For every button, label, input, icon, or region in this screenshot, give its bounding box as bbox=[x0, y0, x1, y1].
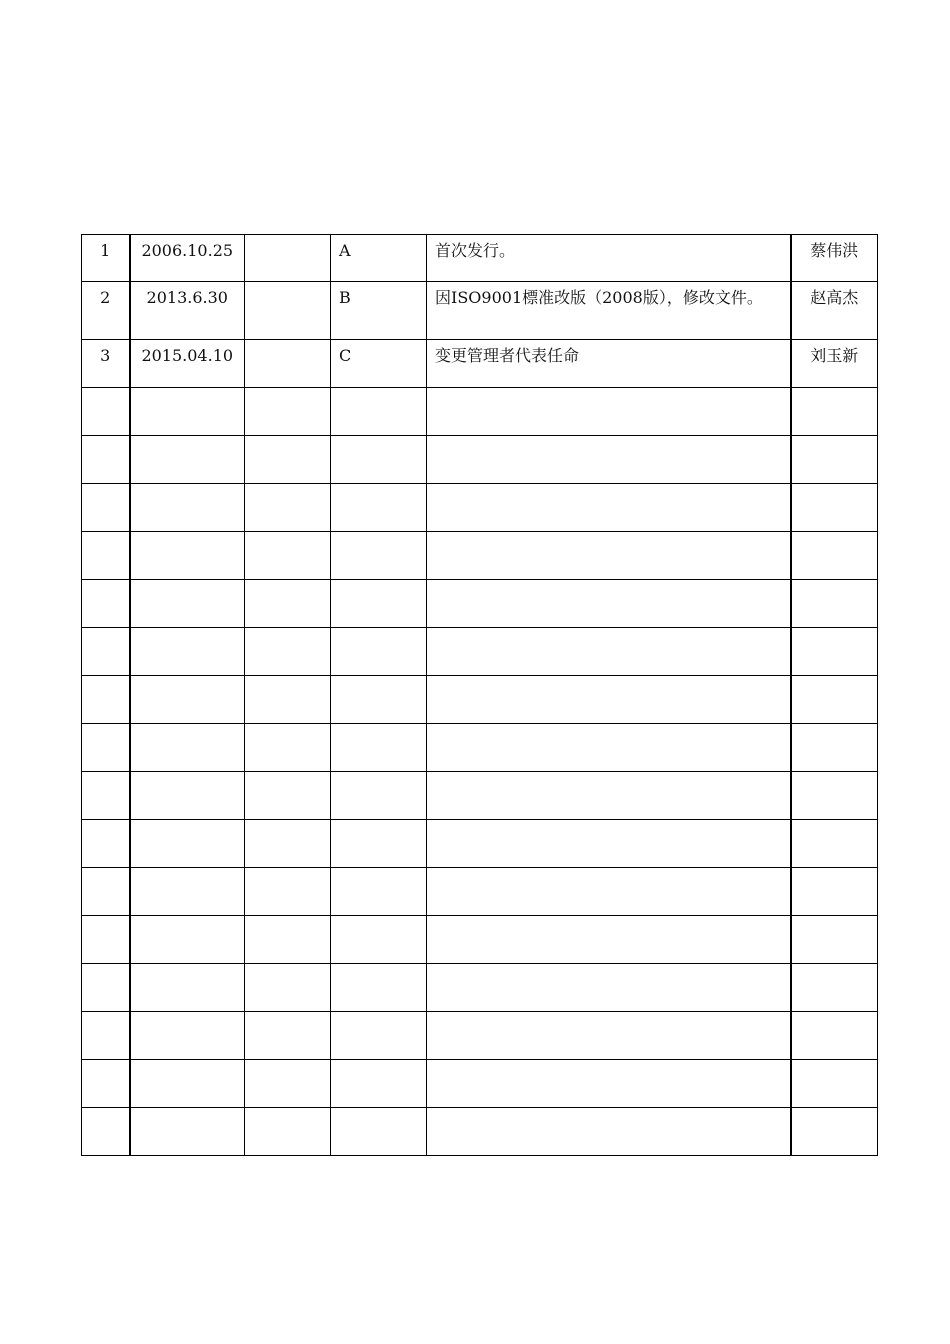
version-cell bbox=[331, 1060, 427, 1108]
version-cell-text bbox=[331, 964, 426, 966]
blank-cell bbox=[245, 916, 331, 964]
description-cell bbox=[427, 820, 791, 868]
row-number-cell bbox=[82, 628, 130, 676]
row-number-cell-text bbox=[82, 388, 129, 390]
description-cell-text: 因ISO9001標准改版（2008版），修改文件。 bbox=[435, 288, 763, 307]
description-cell-text bbox=[427, 1108, 790, 1110]
blank-cell bbox=[245, 868, 331, 916]
description-cell bbox=[427, 1108, 791, 1156]
version-cell bbox=[331, 282, 427, 340]
description-cell-text bbox=[427, 724, 790, 726]
blank-cell bbox=[245, 964, 331, 1012]
person-cell bbox=[791, 436, 878, 484]
row-number-cell-text bbox=[82, 964, 129, 966]
person-cell-text bbox=[792, 724, 878, 726]
version-cell-text bbox=[331, 676, 426, 678]
person-cell bbox=[791, 868, 878, 916]
revision-date-cell bbox=[130, 282, 245, 340]
table-row bbox=[82, 532, 878, 580]
table-row bbox=[82, 772, 878, 820]
description-cell bbox=[427, 916, 791, 964]
revision-date-cell-text bbox=[131, 1012, 245, 1014]
person-cell bbox=[791, 628, 878, 676]
version-cell-text bbox=[331, 1012, 426, 1014]
table-row bbox=[82, 436, 878, 484]
revision-date-cell-text bbox=[131, 532, 245, 534]
description-cell bbox=[427, 484, 791, 532]
blank-cell bbox=[245, 1012, 331, 1060]
description-cell-text bbox=[427, 820, 790, 822]
revision-date-cell-text bbox=[131, 964, 245, 966]
revision-date-cell-text: 2015.04.10 bbox=[141, 346, 234, 365]
revision-date-cell-text bbox=[131, 1108, 245, 1110]
description-cell-text bbox=[427, 484, 790, 486]
row-number-cell-text bbox=[82, 532, 129, 534]
revision-date-cell-text bbox=[131, 820, 245, 822]
revision-date-cell bbox=[130, 580, 245, 628]
person-cell bbox=[791, 388, 878, 436]
person-cell-text bbox=[792, 1060, 878, 1062]
person-cell bbox=[791, 1060, 878, 1108]
description-cell bbox=[427, 532, 791, 580]
blank-cell bbox=[245, 484, 331, 532]
blank-cell bbox=[245, 340, 331, 388]
description-cell bbox=[427, 436, 791, 484]
table-row bbox=[82, 676, 878, 724]
description-cell-text bbox=[427, 1012, 790, 1014]
revision-date-cell bbox=[130, 484, 245, 532]
version-cell bbox=[331, 1108, 427, 1156]
description-cell bbox=[427, 282, 791, 340]
person-cell bbox=[791, 820, 878, 868]
version-cell-text bbox=[331, 868, 426, 870]
revision-date-cell bbox=[130, 964, 245, 1012]
person-cell bbox=[791, 772, 878, 820]
revision-date-cell-text bbox=[131, 676, 245, 678]
row-number-cell-text bbox=[82, 724, 129, 726]
description-cell-text bbox=[427, 772, 790, 774]
row-number-cell bbox=[82, 340, 130, 388]
person-cell-text: 蔡伟洪 bbox=[810, 241, 859, 260]
row-number-cell bbox=[82, 1108, 130, 1156]
version-cell bbox=[331, 868, 427, 916]
description-cell-text bbox=[427, 532, 790, 534]
row-number-cell-text bbox=[82, 436, 129, 438]
row-number-cell bbox=[82, 868, 130, 916]
description-cell-text bbox=[427, 964, 790, 966]
person-cell-text bbox=[792, 1108, 878, 1110]
description-cell bbox=[427, 1060, 791, 1108]
description-cell bbox=[427, 580, 791, 628]
version-cell-text bbox=[331, 1108, 426, 1110]
person-cell bbox=[791, 1108, 878, 1156]
description-cell-text: 变更管理者代表任命 bbox=[435, 346, 580, 365]
blank-cell-text bbox=[245, 916, 330, 918]
blank-cell bbox=[245, 235, 331, 282]
description-cell bbox=[427, 340, 791, 388]
row-number-cell-text: 3 bbox=[100, 346, 111, 365]
blank-cell bbox=[245, 580, 331, 628]
row-number-cell-text bbox=[82, 580, 129, 582]
person-cell-text bbox=[792, 676, 878, 678]
blank-cell bbox=[245, 772, 331, 820]
person-cell bbox=[791, 676, 878, 724]
table-row bbox=[82, 964, 878, 1012]
version-cell-text bbox=[331, 724, 426, 726]
version-cell-text bbox=[331, 484, 426, 486]
description-cell-text: 首次发行。 bbox=[435, 241, 516, 260]
blank-cell-text bbox=[245, 484, 330, 486]
row-number-cell bbox=[82, 484, 130, 532]
version-cell bbox=[331, 724, 427, 772]
blank-cell-text bbox=[245, 820, 330, 822]
row-number-cell bbox=[82, 820, 130, 868]
description-cell bbox=[427, 868, 791, 916]
version-cell bbox=[331, 1012, 427, 1060]
version-cell-text bbox=[331, 772, 426, 774]
revision-date-cell bbox=[130, 628, 245, 676]
description-cell bbox=[427, 1012, 791, 1060]
blank-cell bbox=[245, 676, 331, 724]
version-cell-text bbox=[331, 628, 426, 630]
revision-date-cell bbox=[130, 1060, 245, 1108]
table-row bbox=[82, 235, 878, 282]
row-number-cell bbox=[82, 235, 130, 282]
row-number-cell bbox=[82, 772, 130, 820]
blank-cell-text bbox=[245, 772, 330, 774]
description-cell bbox=[427, 628, 791, 676]
row-number-cell-text bbox=[82, 484, 129, 486]
revision-date-cell bbox=[130, 916, 245, 964]
row-number-cell-text: 1 bbox=[100, 241, 111, 260]
revision-date-cell bbox=[130, 1108, 245, 1156]
revision-date-cell-text: 2006.10.25 bbox=[141, 241, 234, 260]
blank-cell-text bbox=[245, 1108, 330, 1110]
person-cell-text bbox=[792, 484, 878, 486]
blank-cell bbox=[245, 1060, 331, 1108]
blank-cell-text bbox=[245, 868, 330, 870]
table-row bbox=[82, 820, 878, 868]
person-cell bbox=[791, 484, 878, 532]
revision-date-cell-text bbox=[131, 484, 245, 486]
table-row bbox=[82, 340, 878, 388]
blank-cell-text bbox=[245, 235, 330, 237]
version-cell-text bbox=[331, 532, 426, 534]
blank-cell bbox=[245, 282, 331, 340]
row-number-cell bbox=[82, 1012, 130, 1060]
description-cell-text bbox=[427, 1060, 790, 1062]
row-number-cell-text bbox=[82, 628, 129, 630]
description-cell bbox=[427, 235, 791, 282]
person-cell bbox=[791, 964, 878, 1012]
revision-date-cell-text bbox=[131, 916, 245, 918]
blank-cell-text bbox=[245, 532, 330, 534]
version-cell bbox=[331, 436, 427, 484]
revision-date-cell-text bbox=[131, 580, 245, 582]
version-cell bbox=[331, 532, 427, 580]
blank-cell-text bbox=[245, 724, 330, 726]
version-cell bbox=[331, 964, 427, 1012]
version-cell bbox=[331, 916, 427, 964]
revision-date-cell bbox=[130, 340, 245, 388]
version-cell-text bbox=[331, 820, 426, 822]
row-number-cell bbox=[82, 1060, 130, 1108]
blank-cell bbox=[245, 724, 331, 772]
description-cell-text bbox=[427, 868, 790, 870]
person-cell-text bbox=[792, 820, 878, 822]
revision-date-cell-text bbox=[131, 724, 245, 726]
person-cell-text: 赵高杰 bbox=[810, 288, 859, 307]
person-cell-text bbox=[792, 964, 878, 966]
revision-date-cell bbox=[130, 724, 245, 772]
revision-table-body bbox=[82, 235, 878, 1156]
person-cell bbox=[791, 724, 878, 772]
row-number-cell-text bbox=[82, 1012, 129, 1014]
revision-date-cell-text bbox=[131, 436, 245, 438]
row-number-cell bbox=[82, 532, 130, 580]
table-row bbox=[82, 282, 878, 340]
blank-cell-text bbox=[245, 580, 330, 582]
revision-history-table bbox=[81, 234, 878, 1156]
row-number-cell bbox=[82, 282, 130, 340]
person-cell-text: 刘玉新 bbox=[810, 346, 859, 365]
row-number-cell bbox=[82, 964, 130, 1012]
person-cell-text bbox=[792, 868, 878, 870]
revision-date-cell-text bbox=[131, 388, 245, 390]
person-cell bbox=[791, 235, 878, 282]
table-row bbox=[82, 388, 878, 436]
row-number-cell-text bbox=[82, 1060, 129, 1062]
table-row bbox=[82, 916, 878, 964]
description-cell-text bbox=[427, 388, 790, 390]
version-cell bbox=[331, 388, 427, 436]
person-cell-text bbox=[792, 532, 878, 534]
row-number-cell-text bbox=[82, 916, 129, 918]
blank-cell bbox=[245, 532, 331, 580]
version-cell-text bbox=[331, 1060, 426, 1062]
person-cell bbox=[791, 532, 878, 580]
revision-date-cell bbox=[130, 1012, 245, 1060]
person-cell bbox=[791, 1012, 878, 1060]
table-row bbox=[82, 484, 878, 532]
description-cell bbox=[427, 676, 791, 724]
revision-date-cell-text: 2013.6.30 bbox=[146, 288, 228, 307]
revision-date-cell bbox=[130, 676, 245, 724]
blank-cell-text bbox=[245, 282, 330, 284]
description-cell-text bbox=[427, 916, 790, 918]
description-cell-text bbox=[427, 580, 790, 582]
person-cell-text bbox=[792, 580, 878, 582]
person-cell-text bbox=[792, 1012, 878, 1014]
revision-date-cell bbox=[130, 868, 245, 916]
table-row bbox=[82, 580, 878, 628]
blank-cell bbox=[245, 628, 331, 676]
row-number-cell bbox=[82, 388, 130, 436]
revision-date-cell-text bbox=[131, 628, 245, 630]
row-number-cell-text bbox=[82, 676, 129, 678]
version-cell bbox=[331, 676, 427, 724]
person-cell-text bbox=[792, 916, 878, 918]
table-row bbox=[82, 724, 878, 772]
revision-date-cell-text bbox=[131, 868, 245, 870]
revision-date-cell-text bbox=[131, 772, 245, 774]
revision-date-cell bbox=[130, 532, 245, 580]
row-number-cell bbox=[82, 580, 130, 628]
description-cell-text bbox=[427, 676, 790, 678]
version-cell bbox=[331, 820, 427, 868]
version-cell-text: C bbox=[339, 346, 352, 365]
row-number-cell bbox=[82, 724, 130, 772]
person-cell bbox=[791, 916, 878, 964]
blank-cell-text bbox=[245, 1060, 330, 1062]
blank-cell-text bbox=[245, 628, 330, 630]
description-cell bbox=[427, 388, 791, 436]
row-number-cell bbox=[82, 916, 130, 964]
blank-cell bbox=[245, 1108, 331, 1156]
version-cell bbox=[331, 628, 427, 676]
row-number-cell bbox=[82, 436, 130, 484]
description-cell-text bbox=[427, 628, 790, 630]
blank-cell-text bbox=[245, 340, 330, 342]
row-number-cell-text bbox=[82, 772, 129, 774]
version-cell-text bbox=[331, 580, 426, 582]
version-cell-text: B bbox=[339, 288, 351, 307]
person-cell bbox=[791, 580, 878, 628]
blank-cell-text bbox=[245, 436, 330, 438]
person-cell-text bbox=[792, 388, 878, 390]
version-cell bbox=[331, 580, 427, 628]
revision-date-cell bbox=[130, 820, 245, 868]
version-cell bbox=[331, 484, 427, 532]
description-cell bbox=[427, 964, 791, 1012]
person-cell-text bbox=[792, 436, 878, 438]
row-number-cell bbox=[82, 676, 130, 724]
description-cell bbox=[427, 772, 791, 820]
version-cell bbox=[331, 772, 427, 820]
description-cell-text bbox=[427, 436, 790, 438]
description-cell bbox=[427, 724, 791, 772]
row-number-cell-text: 2 bbox=[100, 288, 111, 307]
version-cell bbox=[331, 340, 427, 388]
table-row bbox=[82, 628, 878, 676]
person-cell-text bbox=[792, 628, 878, 630]
version-cell-text: A bbox=[339, 241, 351, 260]
revision-date-cell bbox=[130, 388, 245, 436]
blank-cell bbox=[245, 388, 331, 436]
table-row bbox=[82, 1012, 878, 1060]
revision-date-cell bbox=[130, 772, 245, 820]
version-cell-text bbox=[331, 436, 426, 438]
blank-cell-text bbox=[245, 388, 330, 390]
blank-cell-text bbox=[245, 1012, 330, 1014]
table-row bbox=[82, 868, 878, 916]
revision-date-cell-text bbox=[131, 1060, 245, 1062]
row-number-cell-text bbox=[82, 868, 129, 870]
revision-date-cell bbox=[130, 436, 245, 484]
version-cell-text bbox=[331, 916, 426, 918]
table-row bbox=[82, 1060, 878, 1108]
person-cell-text bbox=[792, 772, 878, 774]
person-cell bbox=[791, 282, 878, 340]
version-cell-text bbox=[331, 388, 426, 390]
revision-date-cell bbox=[130, 235, 245, 282]
version-cell bbox=[331, 235, 427, 282]
blank-cell bbox=[245, 820, 331, 868]
blank-cell bbox=[245, 436, 331, 484]
blank-cell-text bbox=[245, 676, 330, 678]
blank-cell-text bbox=[245, 964, 330, 966]
row-number-cell-text bbox=[82, 1108, 129, 1110]
row-number-cell-text bbox=[82, 820, 129, 822]
person-cell bbox=[791, 340, 878, 388]
table-row bbox=[82, 1108, 878, 1156]
